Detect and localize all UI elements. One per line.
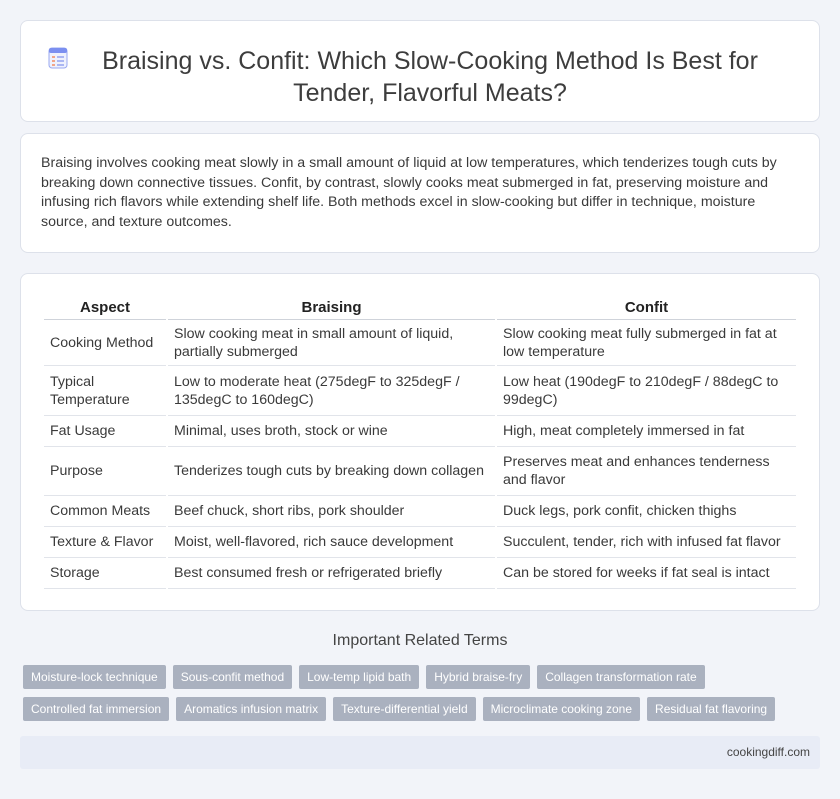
header-confit: Confit <box>497 294 796 320</box>
intro-paragraph: Braising involves cooking meat slowly in a small amount of liquid at low temperatures, which tenderizes tough cuts by breaking down connective tissues. Confit, by contrast, slowly cooks meat submerged in fat, preserving moisture and infusing rich flavors while extending shelf life. Both methods excel in slow-cooking but differ in technique, moisture source, and texture outcomes. <box>41 155 777 230</box>
table-row <box>44 496 796 527</box>
table-header-row <box>44 294 796 320</box>
cell-confit: High, meat completely immersed in fat <box>497 416 796 447</box>
cell-aspect: Storage <box>44 558 166 589</box>
term-tag[interactable]: Microclimate cooking zone <box>483 697 640 721</box>
header-braising: Braising <box>168 294 495 320</box>
table-row <box>44 366 796 416</box>
term-tag[interactable]: Low-temp lipid bath <box>299 665 419 689</box>
table-row <box>44 558 796 589</box>
table-row <box>44 447 796 496</box>
cell-confit: Duck legs, pork confit, chicken thighs <box>497 496 796 527</box>
term-tag[interactable]: Aromatics infusion matrix <box>176 697 326 721</box>
cell-confit: Succulent, tender, rich with infused fat flavor <box>497 527 796 558</box>
cell-braising: Slow cooking meat in small amount of liquid, partially submerged <box>168 320 495 366</box>
term-tag[interactable]: Moisture-lock technique <box>23 665 166 689</box>
cell-aspect: Fat Usage <box>44 416 166 447</box>
related-terms-row <box>23 697 775 721</box>
footer <box>20 736 820 769</box>
term-tag[interactable]: Texture-differential yield <box>333 697 476 721</box>
term-tag[interactable]: Hybrid braise-fry <box>426 665 530 689</box>
cell-confit: Slow cooking meat fully submerged in fat at low temperature <box>497 320 796 366</box>
term-tag[interactable]: Collagen transformation rate <box>537 665 704 689</box>
cell-braising: Tenderizes tough cuts by breaking down collagen <box>168 447 495 496</box>
table-row <box>44 320 796 366</box>
comparison-table <box>42 294 798 589</box>
term-tag[interactable]: Sous-confit method <box>173 665 292 689</box>
cell-braising: Beef chuck, short ribs, pork shoulder <box>168 496 495 527</box>
comparison-card <box>20 273 820 611</box>
cell-aspect: Typical Temperature <box>44 366 166 416</box>
title-card <box>20 20 820 122</box>
related-terms-row <box>23 665 705 689</box>
cell-aspect: Cooking Method <box>44 320 166 366</box>
cell-confit: Low heat (190degF to 210degF / 88degC to 99degC) <box>497 366 796 416</box>
term-tag[interactable]: Residual fat flavoring <box>647 697 775 721</box>
cell-confit: Preserves meat and enhances tenderness and flavor <box>497 447 796 496</box>
cell-aspect: Common Meats <box>44 496 166 527</box>
cell-braising: Low to moderate heat (275degF to 325degF / 135degC to 160degC) <box>168 366 495 416</box>
cell-aspect: Texture & Flavor <box>44 527 166 558</box>
cell-braising: Best consumed fresh or refrigerated briefly <box>168 558 495 589</box>
cell-confit: Can be stored for weeks if fat seal is intact <box>497 558 796 589</box>
cell-aspect: Purpose <box>44 447 166 496</box>
cell-braising: Moist, well-flavored, rich sauce development <box>168 527 495 558</box>
footer-site-link[interactable]: cookingdiff.com <box>726 745 810 759</box>
page-title: Braising vs. Confit: Which Slow-Cooking Method Is Best for Tender, Flavorful Meats? <box>102 47 758 107</box>
table-row <box>44 416 796 447</box>
table-row <box>44 527 796 558</box>
intro-card <box>20 133 820 253</box>
header-aspect: Aspect <box>44 294 166 320</box>
term-tag[interactable]: Controlled fat immersion <box>23 697 169 721</box>
cell-braising: Minimal, uses broth, stock or wine <box>168 416 495 447</box>
related-terms-title: Important Related Terms <box>332 632 508 649</box>
